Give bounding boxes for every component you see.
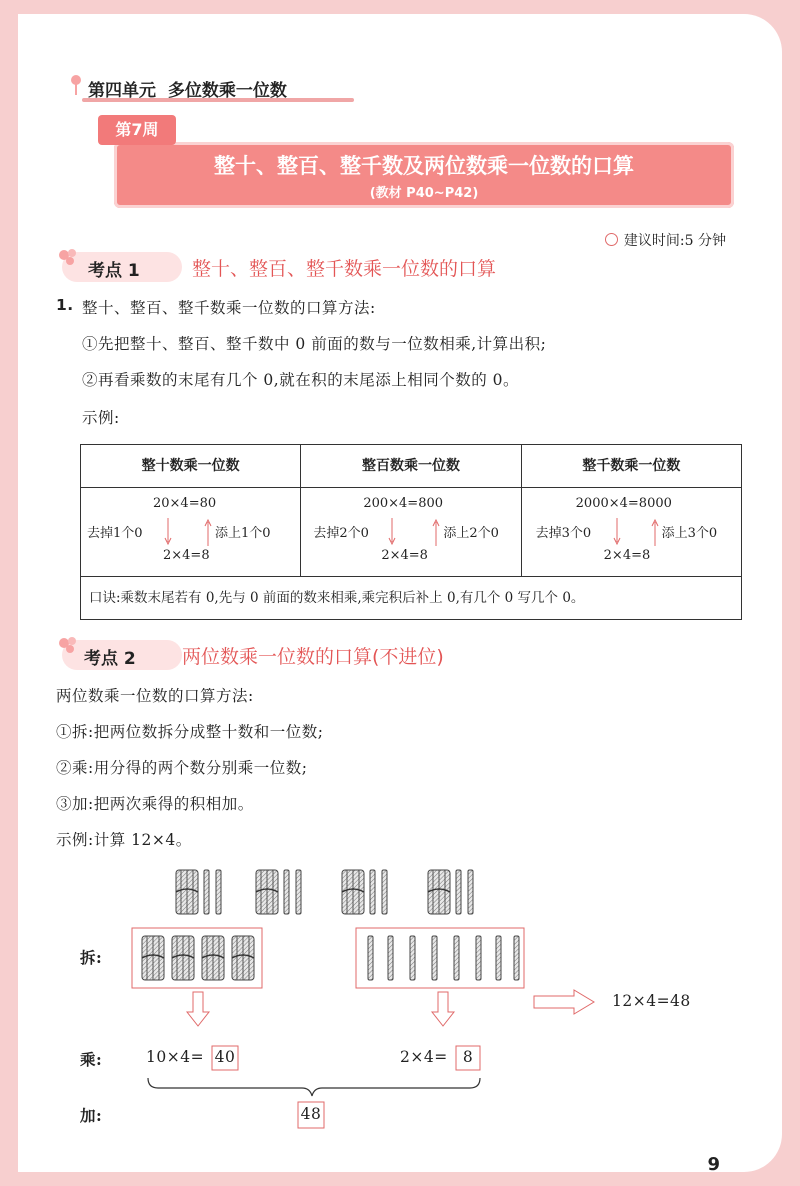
kp1-label: 考点 1	[88, 261, 140, 281]
kp2-step2: ②乘:用分得的两个数分别乘一位数;	[56, 759, 308, 777]
kp2-example: 示例:计算 12×4。	[56, 831, 192, 849]
add-label: 加:	[80, 1106, 103, 1125]
brace	[148, 1078, 480, 1096]
cell-remove-zero: 去掉1个0	[87, 526, 143, 541]
stick-group-top	[428, 870, 473, 914]
kp1-method: 整十、整百、整千数乘一位数的口算方法:	[82, 299, 376, 317]
rhyme-text: 口诀:乘数末尾若有 0,先与 0 前面的数来相乘,乘完积后补上 0,有几个 0 写几个 0。	[81, 577, 742, 620]
cell-equation: 200×4=800	[363, 496, 444, 511]
week-tag: 第7周	[98, 115, 176, 145]
cell-equation: 20×4=80	[153, 496, 217, 511]
item-number: 1.	[56, 296, 74, 314]
stick-group-top	[176, 870, 221, 914]
table-header: 整十数乘一位数	[81, 445, 301, 488]
cell-remove-zero: 去掉3个0	[535, 526, 592, 541]
kp2-label: 考点 2	[84, 649, 136, 669]
kp2-intro: 两位数乘一位数的口算方法:	[56, 687, 254, 705]
kp2-title: 两位数乘一位数的口算(不进位)	[182, 646, 444, 668]
suggested-time-text: 建议时间:5 分钟	[623, 233, 726, 249]
kp1-example-label: 示例:	[82, 409, 120, 427]
cell-equation: 2×4=8	[381, 548, 428, 563]
cell-equation: 2×4=8	[603, 548, 651, 563]
cell-add-zero: 添上1个0	[215, 526, 271, 541]
kp2-step3: ③加:把两次乘得的积相加。	[56, 795, 254, 813]
lesson-title: 整十、整百、整千数及两位数乘一位数的口算	[214, 154, 634, 178]
cell-remove-zero: 去掉2个0	[313, 526, 369, 541]
sum-result: 48	[300, 1105, 322, 1123]
down-arrow-icon	[432, 992, 454, 1026]
kp1-step1: ①先把整十、整百、整千数中 0 前面的数与一位数相乘,计算出积;	[82, 335, 547, 353]
cell-equation: 2000×4=8000	[575, 496, 672, 511]
final-equation: 12×4=48	[612, 992, 691, 1010]
unit-title: 第四单元 多位数乘一位数	[88, 81, 287, 101]
right-arrow-icon	[534, 990, 594, 1014]
cell-add-zero: 添上3个0	[661, 526, 718, 541]
kp2-step1: ①拆:把两位数拆分成整十数和一位数;	[56, 723, 324, 741]
kp1-step2: ②再看乘数的末尾有几个 0,就在积的末尾添上相同个数的 0。	[82, 371, 520, 389]
table-header: 整百数乘一位数	[301, 445, 521, 488]
multiply-label: 乘:	[80, 1050, 103, 1069]
down-arrow-icon	[187, 992, 209, 1026]
result1: 40	[214, 1048, 236, 1066]
cell-add-zero: 添上2个0	[443, 526, 499, 541]
calc2: 2×4=	[400, 1048, 448, 1066]
textbook-pages: (教材 P40~P42)	[369, 186, 479, 201]
page-number: 9	[707, 1154, 720, 1172]
kp1-title: 整十、整百、整千数乘一位数的口算	[192, 258, 497, 280]
stick-group-top	[256, 870, 301, 914]
calc1: 10×4=	[146, 1048, 205, 1066]
table-header: 整千数乘一位数	[521, 445, 741, 488]
stick-group-top	[342, 870, 387, 914]
split-label: 拆:	[80, 948, 103, 967]
page	[18, 14, 782, 1172]
cell-equation: 2×4=8	[163, 548, 210, 563]
result2: 8	[462, 1048, 474, 1066]
